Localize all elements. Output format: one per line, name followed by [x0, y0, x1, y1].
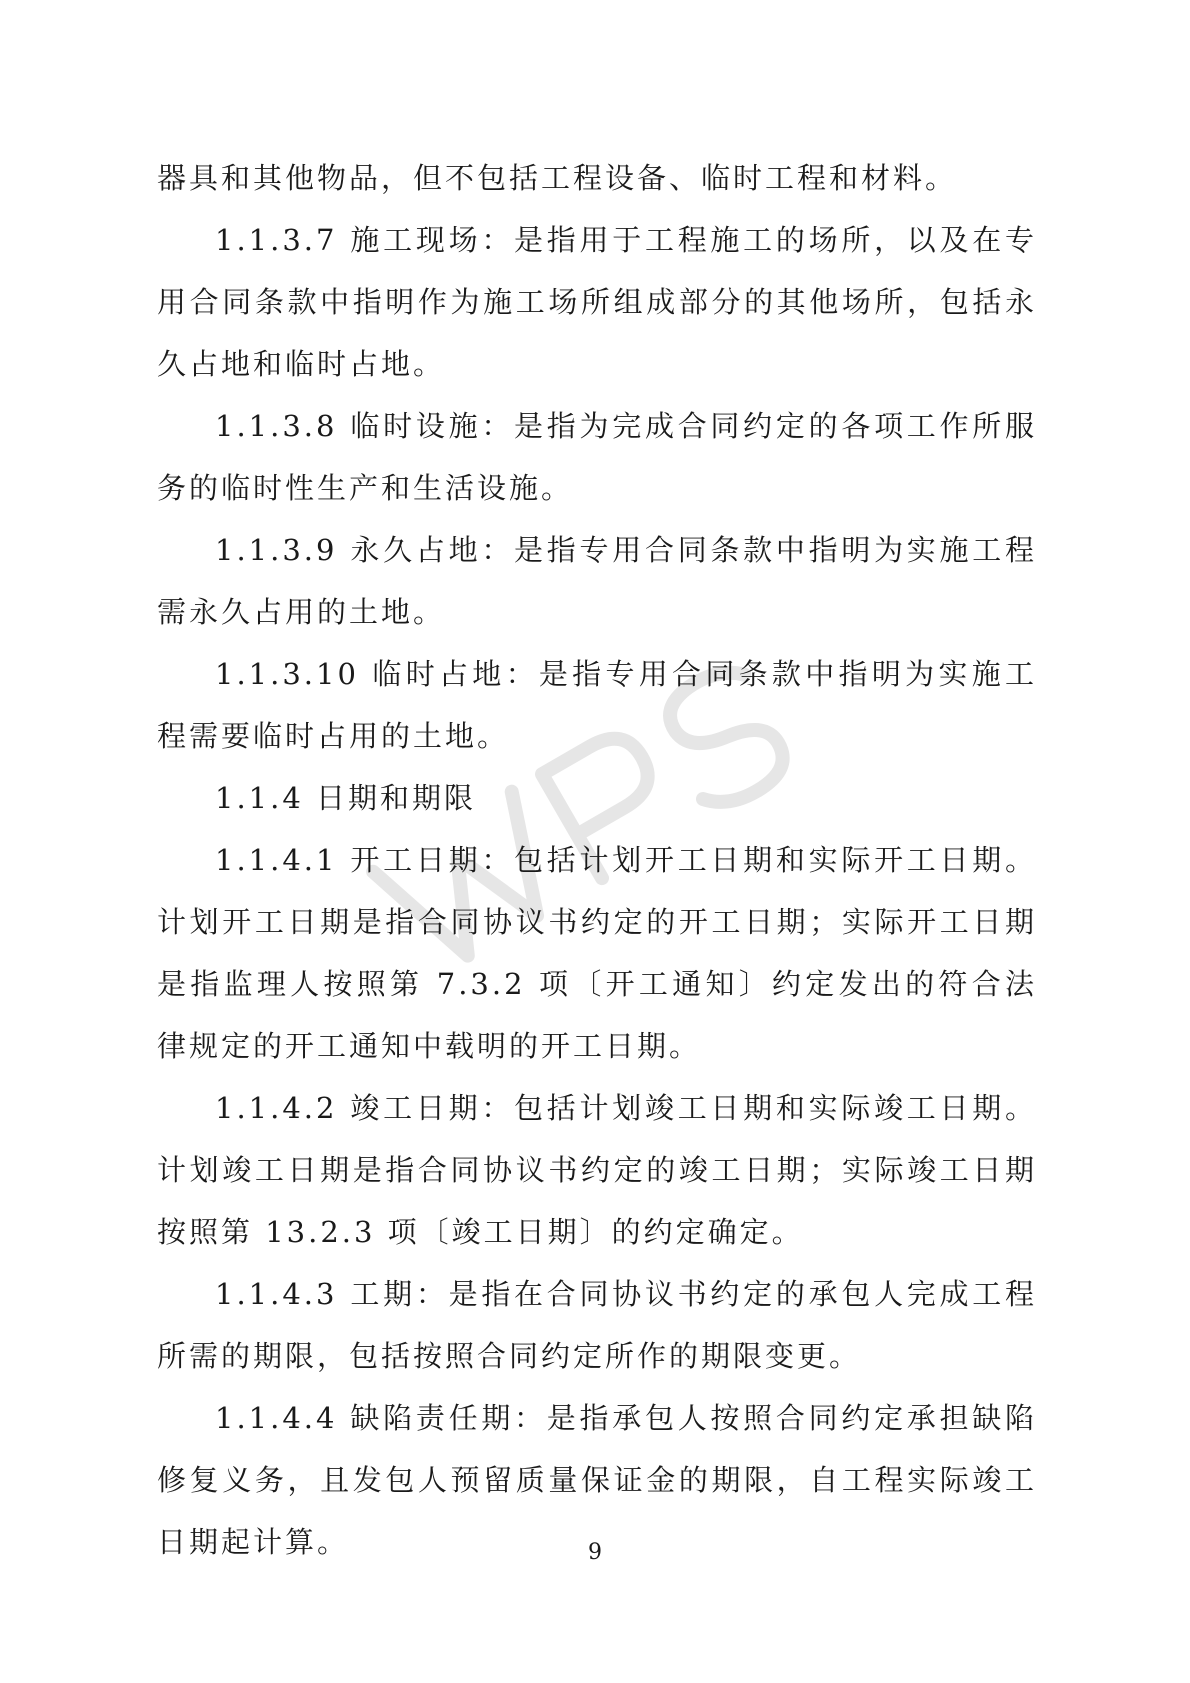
paragraph-1-1-4-3: 1.1.4.3 工期：是指在合同协议书约定的承包人完成工程所需的期限，包括按照合同约定所作的期限变更。	[157, 1277, 1037, 1373]
paragraph-1-1-3-8: 1.1.3.8 临时设施：是指为完成合同约定的各项工作所服务的临时性生产和生活设施。	[157, 409, 1037, 505]
paragraph-1-1-3-7: 1.1.3.7 施工现场：是指用于工程施工的场所，以及在专用合同条款中指明作为施工场所组成部分的其他场所，包括永久占地和临时占地。	[157, 223, 1037, 381]
paragraph-1-1-3-9: 1.1.3.9 永久占地：是指专用合同条款中指明为实施工程需永久占用的土地。	[157, 533, 1037, 629]
page-number: 9	[588, 1540, 602, 1565]
section-heading-1-1-4: 1.1.4 日期和期限	[215, 781, 477, 815]
paragraph-1-1-4-2: 1.1.4.2 竣工日期：包括计划竣工日期和实际竣工日期。计划竣工日期是指合同协议书约定的竣工日期；实际竣工日期按照第 13.2.3 项〔竣工日期〕的约定确定。	[157, 1091, 1037, 1249]
paragraph-1-1-4-4: 1.1.4.4 缺陷责任期：是指承包人按照合同约定承担缺陷修复义务，且发包人预留质量保证金的期限，自工程实际竣工日期起计算。	[157, 1401, 1037, 1559]
document-body	[157, 147, 1037, 1573]
paragraph-continuation: 器具和其他物品，但不包括工程设备、临时工程和材料。	[157, 161, 958, 195]
paragraph-1-1-4-1: 1.1.4.1 开工日期：包括计划开工日期和实际开工日期。计划开工日期是指合同协议书约定的开工日期；实际开工日期是指监理人按照第 7.3.2 项〔开工通知〕约定发出的符合法律规定的开工通知中载明的开工日期。	[157, 843, 1037, 1063]
paragraph-1-1-3-10: 1.1.3.10 临时占地：是指专用合同条款中指明为实施工程需要临时占用的土地。	[157, 657, 1037, 753]
